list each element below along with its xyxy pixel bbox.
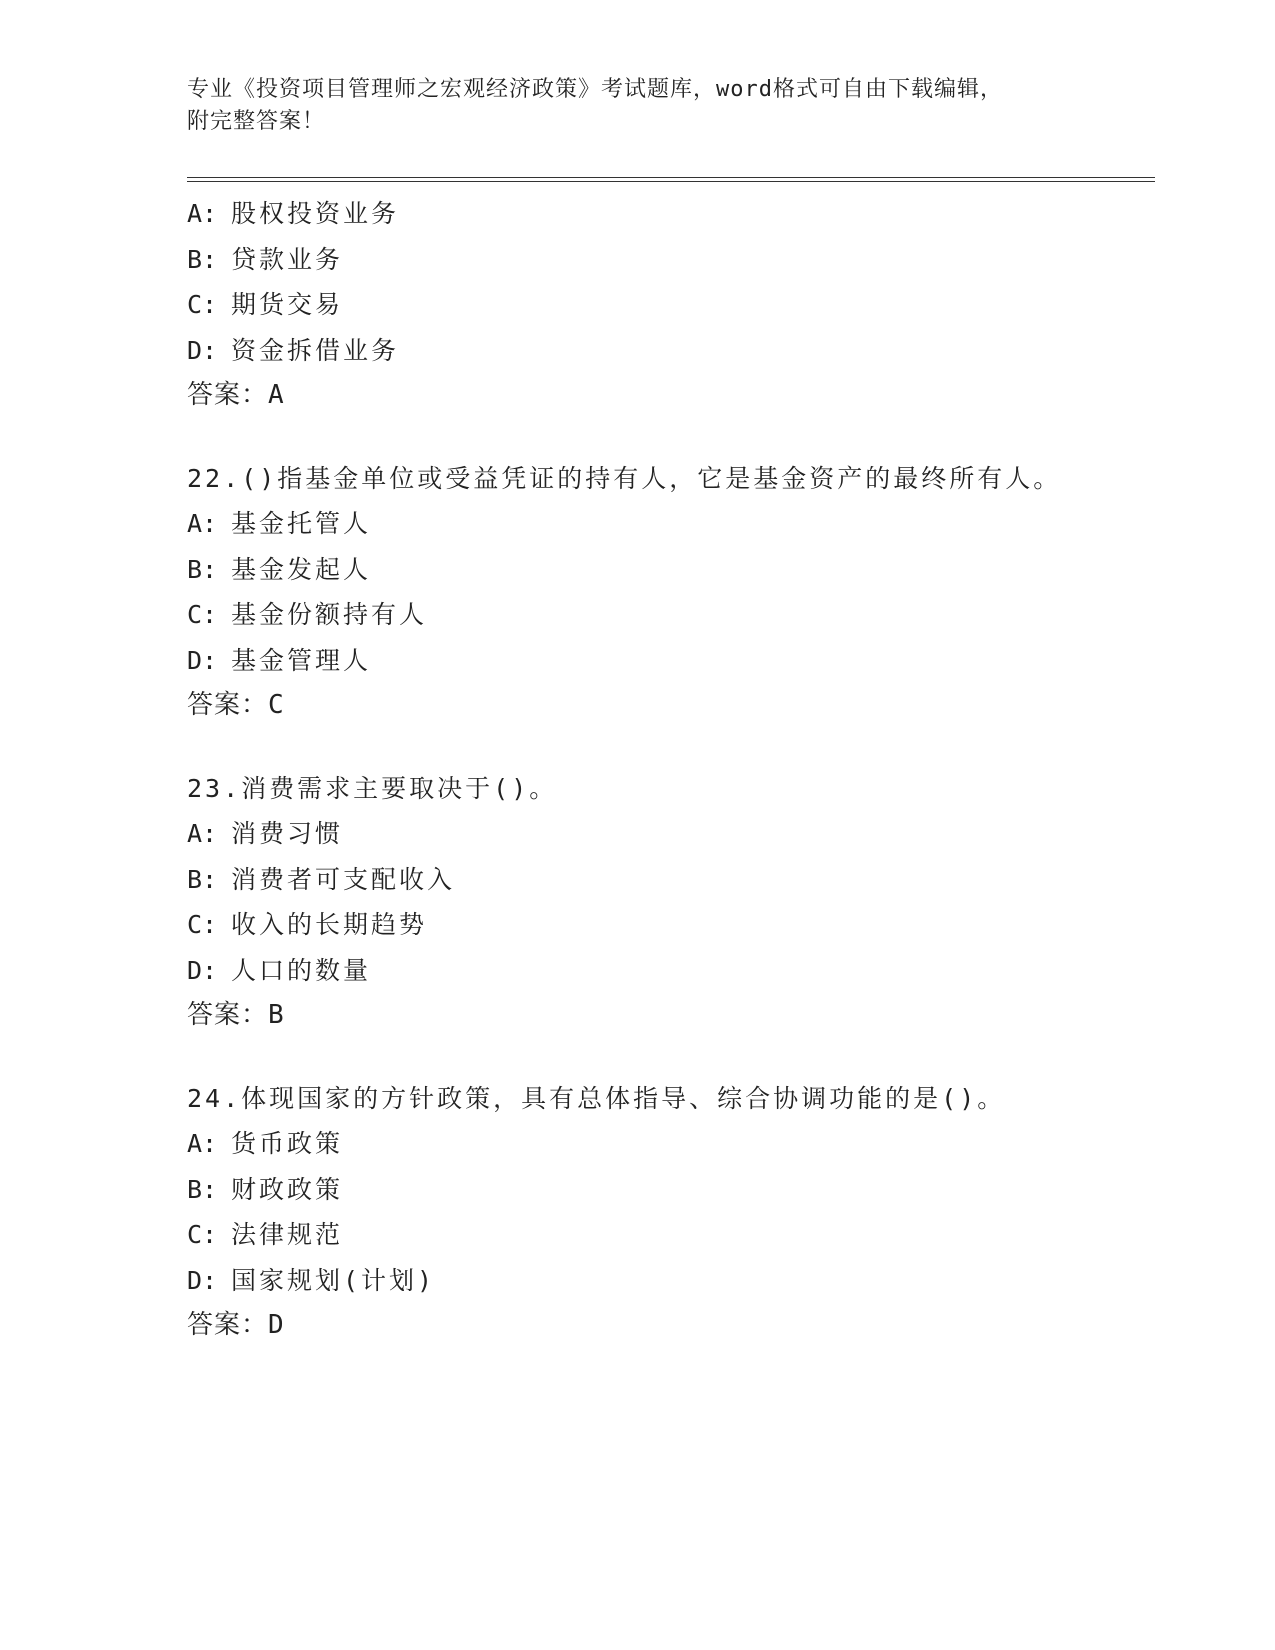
option-text: 货币政策	[231, 1129, 344, 1158]
option-text: 收入的长期趋势	[231, 910, 428, 939]
answer-label: 答案：	[187, 690, 269, 720]
option-letter: A:	[187, 199, 218, 228]
option-text: 基金份额持有人	[231, 600, 428, 629]
answer-label: 答案：	[187, 1000, 269, 1030]
question-block	[187, 766, 1155, 1038]
option-letter: A:	[187, 819, 218, 848]
option-a	[187, 191, 1155, 237]
answer-value: C	[268, 690, 285, 720]
option-c	[187, 592, 1155, 638]
option-letter: D:	[187, 645, 218, 675]
option-letter: C:	[187, 910, 218, 939]
header-line-2: 附完整答案！	[187, 109, 326, 134]
option-text: 国家规划(计划)	[231, 1265, 436, 1295]
option-a	[187, 1121, 1155, 1167]
question-block	[187, 1076, 1155, 1348]
option-text: 法律规范	[231, 1220, 344, 1249]
option-text: 财政政策	[231, 1174, 344, 1204]
option-letter: D:	[187, 1265, 218, 1295]
option-letter: D:	[187, 335, 218, 365]
header-line-1: 专业《投资项目管理师之宏观经济政策》考试题库，word格式可自由下载编辑，	[187, 77, 1003, 102]
question-block	[187, 456, 1155, 728]
option-text: 资金拆借业务	[231, 335, 400, 365]
option-a	[187, 811, 1155, 857]
option-letter: C:	[187, 600, 218, 629]
answer-line	[187, 1303, 1155, 1348]
answer-line	[187, 993, 1155, 1038]
option-b	[187, 547, 1155, 593]
option-b	[187, 237, 1155, 283]
answer-value: B	[268, 1000, 285, 1030]
option-text: 期货交易	[231, 290, 344, 319]
option-text: 基金管理人	[231, 645, 372, 675]
option-letter: B:	[187, 244, 218, 274]
option-d	[187, 948, 1155, 994]
question-stem: 23.消费需求主要取决于()。	[187, 774, 558, 803]
option-d	[187, 638, 1155, 684]
option-letter: A:	[187, 509, 218, 538]
option-d	[187, 1258, 1155, 1304]
option-a	[187, 501, 1155, 547]
option-text: 消费者可支配收入	[231, 864, 456, 894]
document-header	[187, 74, 1067, 138]
answer-value: D	[268, 1310, 285, 1340]
option-letter: B:	[187, 554, 218, 584]
option-letter: B:	[187, 1174, 218, 1204]
option-b	[187, 857, 1155, 903]
answer-label: 答案：	[187, 380, 269, 410]
option-c	[187, 1212, 1155, 1258]
option-text: 消费习惯	[231, 819, 344, 848]
option-text: 人口的数量	[231, 955, 372, 985]
question-block	[187, 191, 1155, 418]
option-c	[187, 282, 1155, 328]
option-d	[187, 328, 1155, 374]
option-text: 贷款业务	[231, 244, 344, 274]
header-divider	[187, 177, 1155, 182]
option-letter: A:	[187, 1129, 218, 1158]
option-letter: C:	[187, 1220, 218, 1249]
question-list	[187, 191, 1155, 1386]
option-letter: C:	[187, 290, 218, 319]
answer-value: A	[268, 380, 285, 410]
answer-line	[187, 683, 1155, 728]
question-stem: 24.体现国家的方针政策，具有总体指导、综合协调功能的是()。	[187, 1084, 1006, 1113]
question-stem: 22.()指基金单位或受益凭证的持有人，它是基金资产的最终所有人。	[187, 464, 1062, 493]
answer-line	[187, 373, 1155, 418]
option-text: 股权投资业务	[231, 199, 400, 228]
option-letter: B:	[187, 864, 218, 894]
option-text: 基金托管人	[231, 509, 372, 538]
option-text: 基金发起人	[231, 554, 372, 584]
option-c	[187, 902, 1155, 948]
option-b	[187, 1167, 1155, 1213]
answer-label: 答案：	[187, 1310, 269, 1340]
option-letter: D:	[187, 955, 218, 985]
